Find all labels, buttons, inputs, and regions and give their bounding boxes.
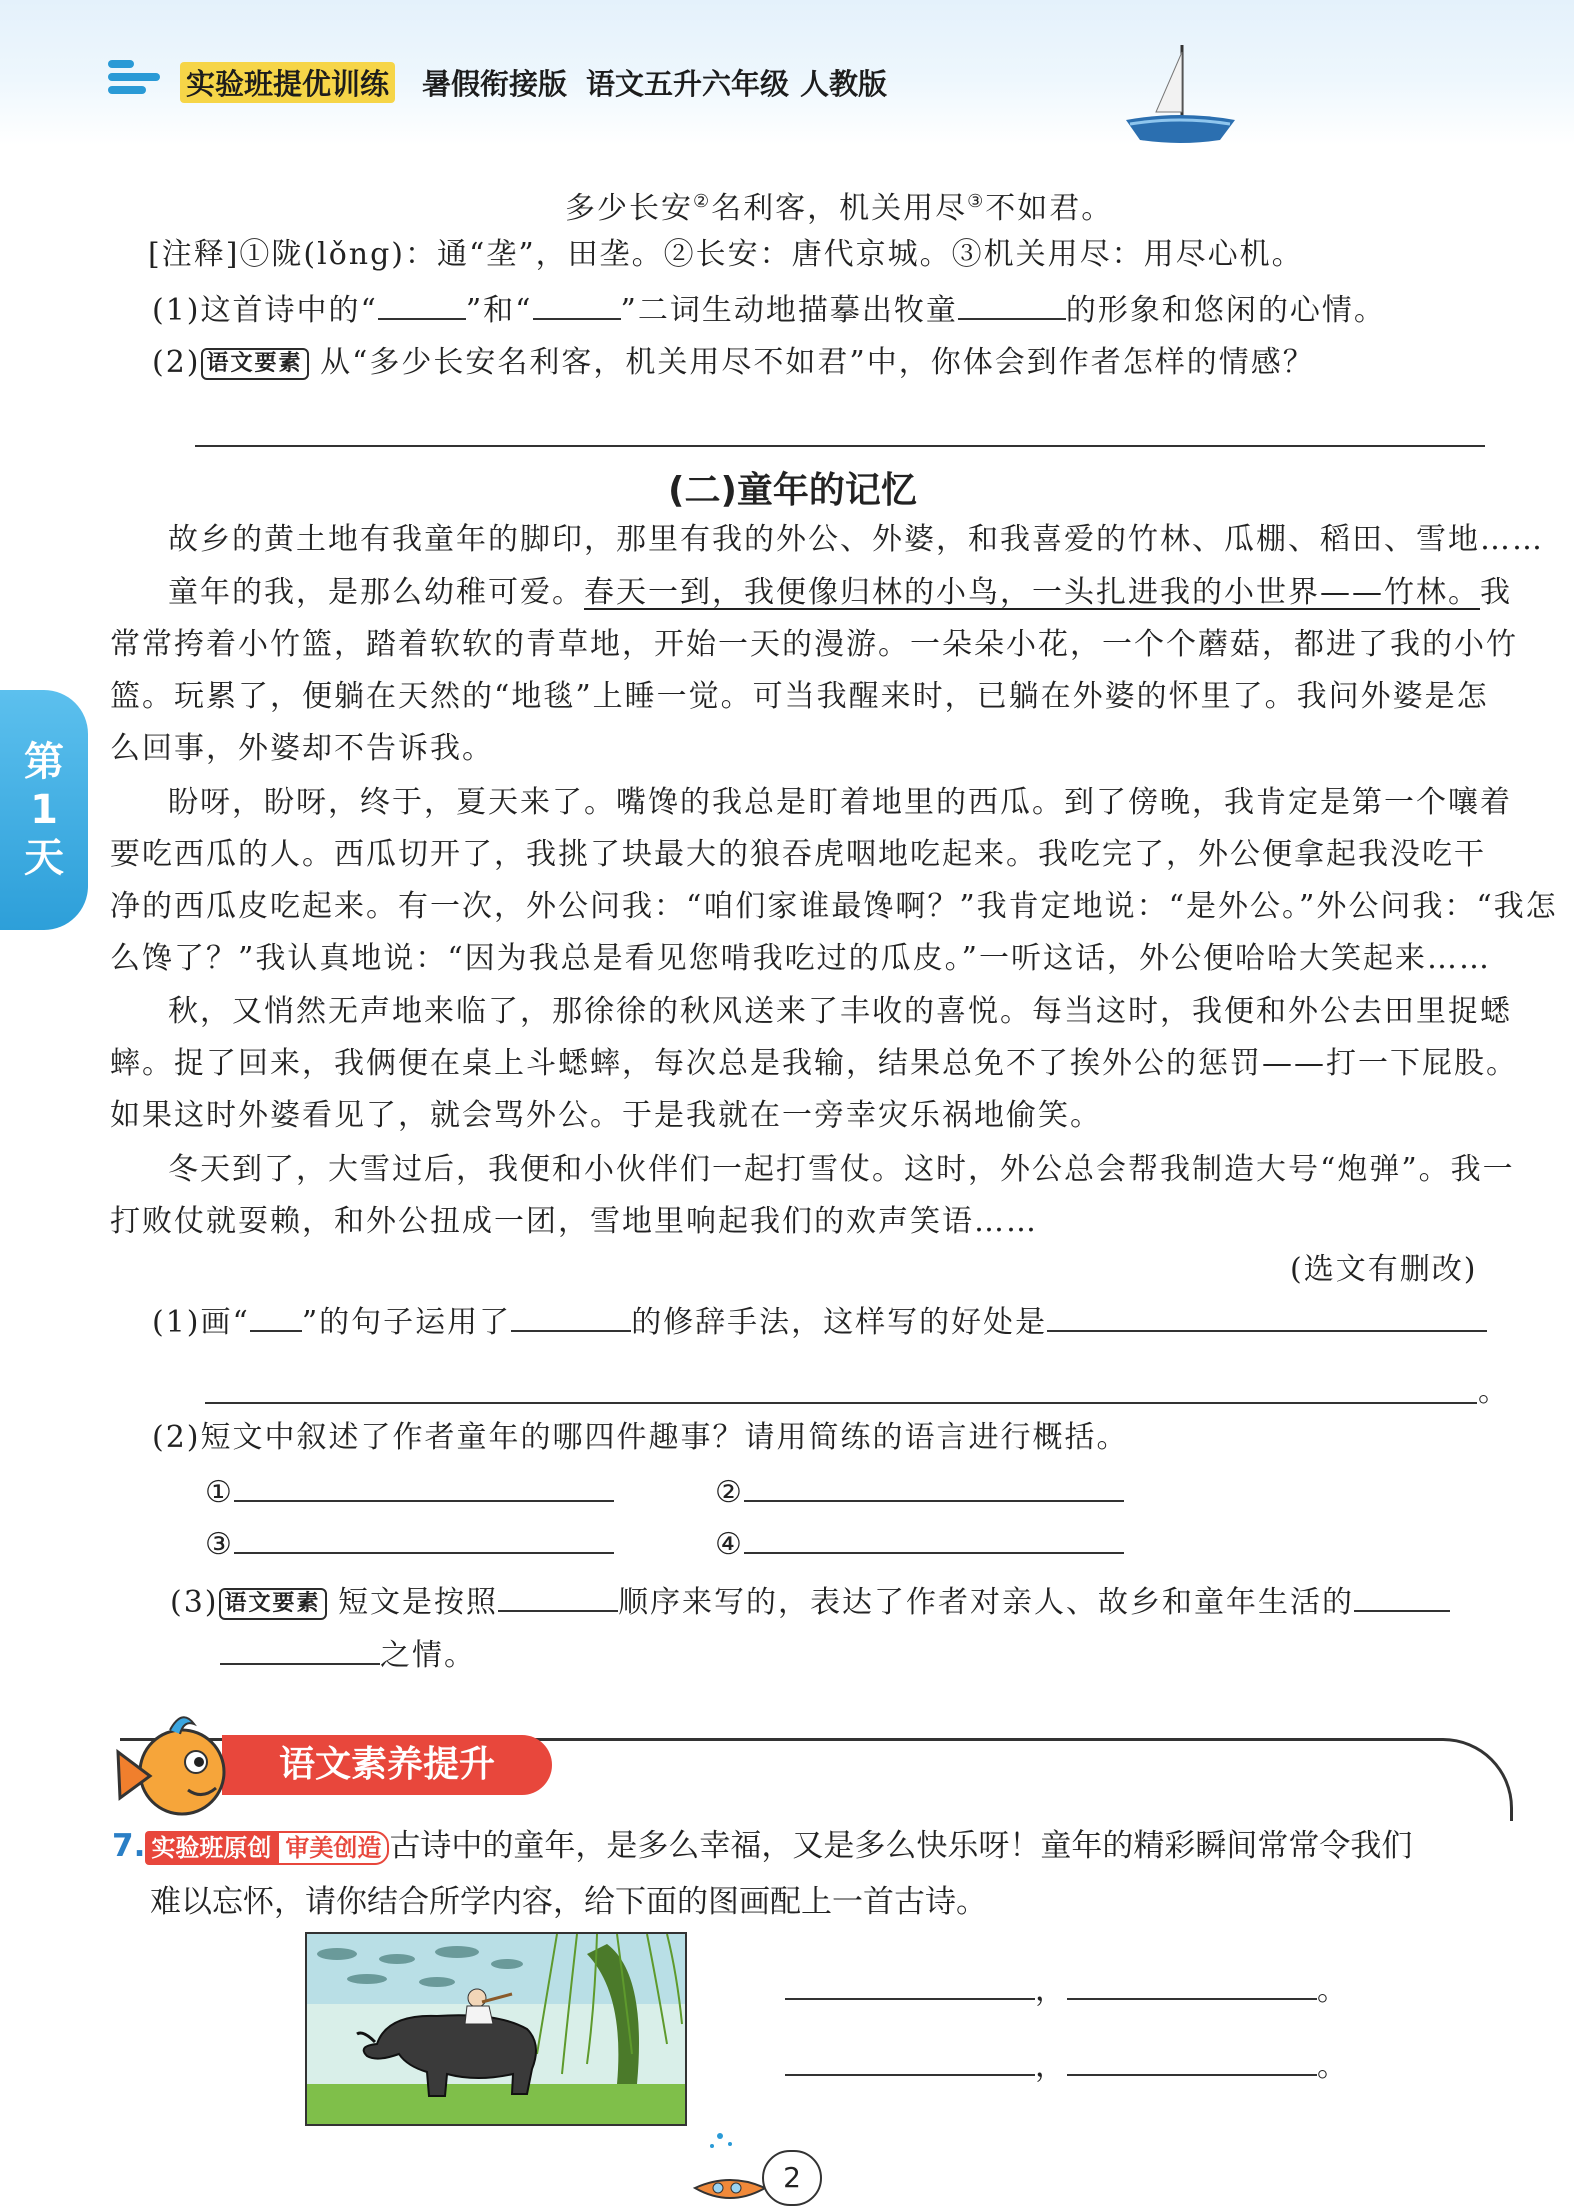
edition-label: 暑假衔接版 [422,67,568,101]
day-tab: 第 1 天 [0,690,88,930]
question-7-line-1: 7. 实验班原创 审美创造 古诗中的童年，是多么幸福，又是多么快乐呀！童年的精彩瞬间常常令我们 [112,1828,1413,1864]
answer-line[interactable] [195,445,1485,447]
answer-blank[interactable] [785,1968,1035,2000]
element-tag: 语文要素 [219,1588,327,1620]
answer-blank[interactable] [1067,1968,1317,2000]
passage-line: 净的西瓜皮吃起来。有一次，外公问我：“咱们家谁最馋啊？”我肯定地说：“是外公。”外公问我：“我怎 [110,889,1558,924]
answer-blank[interactable] [1047,1300,1487,1332]
answer-slot-4: ④ [715,1522,1124,1565]
passage-line: 么馋了？”我认真地说：“因为我总是看见您啃我吃过的瓜皮。”一听这话，外公便哈哈大笑起来…… [110,941,1492,976]
answer-blank[interactable] [511,1300,631,1332]
passage-line: 要吃西瓜的人。西瓜切开了，我挑了块最大的狼吞虎咽地吃起来。我吃完了，外公便拿起我没吃干 [110,837,1486,872]
answer-blank[interactable] [958,288,1066,320]
question-3: (3) 语文要素 短文是按照 顺序来写的，表达了作者对亲人、故乡和童年生活的 [170,1580,1450,1623]
poem-answer-line-2: ， 。 [785,2044,1349,2087]
passage-paragraph: 童年的我，是那么幼稚可爱。春天一到，我便像归林的小鸟，一头扎进我的小世界——竹林。我 [168,575,1512,610]
passage-line: 篮。玩累了，便躺在天然的“地毯”上睡一觉。可当我醒来时，已躺在外婆的怀里了。我问外婆是怎 [110,679,1489,714]
passage-paragraph: 秋，又悄然无声地来临了，那徐徐的秋风送来了丰收的喜悦。每当这时，我便和外公去田里捉蟋 [168,994,1512,1029]
answer-blank[interactable] [234,1522,614,1554]
element-tag: 语文要素 [201,348,309,380]
sailboat-icon [1120,40,1240,145]
poem-last-line: 多少长安②名利客，机关用尽③不如君。 [565,191,1114,226]
section-banner: 语文素养提升 [222,1735,552,1795]
original-badge: 实验班原创 [145,1831,277,1865]
passage-paragraph: 盼呀，盼呀，终于，夏天来了。嘴馋的我总是盯着地里的西瓜。到了傍晚，我肯定是第一个嚷着 [168,785,1512,820]
passage-line: 如果这时外婆看见了，就会骂外公。于是我就在一旁幸灾乐祸地偷笑。 [110,1098,1102,1133]
section-title: (二)童年的记忆 [668,470,917,511]
answer-blank[interactable] [378,288,466,320]
answer-blank[interactable] [1354,1580,1450,1612]
boy-on-buffalo-illustration [305,1932,687,2126]
answer-blank[interactable] [1067,2044,1317,2076]
answer-blank[interactable] [785,2044,1035,2076]
answer-slot-1: ① [205,1470,614,1513]
poem-question-2: (2) 语文要素 从“多少长安名利客，机关用尽不如君”中，你体会到作者怎样的情感？ [152,345,1315,380]
poem-question-1: (1)这首诗中的“ ”和“ ”二词生动地描摹出牧童 的形象和悠闲的心情。 [152,288,1386,331]
answer-blank[interactable] [498,1580,618,1612]
answer-blank[interactable] [533,288,621,320]
passage-paragraph: 冬天到了，大雪过后，我便和小伙伴们一起打雪仗。这时，外公总会帮我制造大号“炮弹”。我一 [168,1152,1515,1187]
publisher-label: 人教版 [800,67,888,101]
period: 。 [1478,1374,1510,1409]
page-number: 2 [762,2150,822,2206]
answer-slot-3: ③ [205,1522,614,1565]
poem-answer-line-1: ， 。 [785,1968,1349,2011]
series-title: 实验班提优训练 [180,62,395,103]
underlined-sentence: 春天一到，我便像归林的小鸟，一头扎进我的小世界——竹林。 [584,575,1480,610]
question-2: (2)短文中叙述了作者童年的哪四件趣事？请用简练的语言进行概括。 [152,1420,1129,1455]
series-logo-icon [108,58,178,100]
subject-label: 语文五升六年级 [586,67,790,101]
source-note: (选文有删改) [1290,1252,1478,1287]
passage-line: 么回事，外婆却不告诉我。 [110,731,494,766]
passage-line: 打败仗就耍赖，和外公扭成一团，雪地里响起我们的欢声笑语…… [110,1204,1038,1239]
question-3-cont: 之情。 [220,1633,476,1676]
fish-mascot-icon [110,1690,250,1830]
answer-blank[interactable] [220,1633,380,1665]
answer-slot-2: ② [715,1470,1124,1513]
answer-blank[interactable] [234,1470,614,1502]
question-7-line-2: 难以忘怀，请你结合所学内容，给下面的图画配上一首古诗。 [150,1884,987,1920]
answer-line[interactable] [205,1402,1477,1404]
passage-paragraph: 故乡的黄土地有我童年的脚印，那里有我的外公、外婆，和我喜爱的竹林、瓜棚、稻田、雪地…… [168,522,1544,557]
answer-blank[interactable] [744,1522,1124,1554]
poem-notes: [注释]①陇(lǒng)：通“垄”，田垄。②长安：唐代京城。③机关用尽：用尽心机。 [148,237,1304,272]
underline-sample [250,1300,302,1332]
passage-line: 常常挎着小竹篮，踏着软软的青草地，开始一天的漫游。一朵朵小花，一个个蘑菇，都进了我的小竹 [110,627,1518,662]
passage-line: 蟀。捉了回来，我俩便在桌上斗蟋蟀，每次总是我输，结果总免不了挨外公的惩罚——打一下屁股。 [110,1046,1518,1081]
answer-blank[interactable] [744,1470,1124,1502]
aesthetic-badge: 审美创造 [277,1831,389,1865]
question-1: (1)画“ ”的句子运用了 的修辞手法，这样写的好处是 [152,1300,1487,1343]
